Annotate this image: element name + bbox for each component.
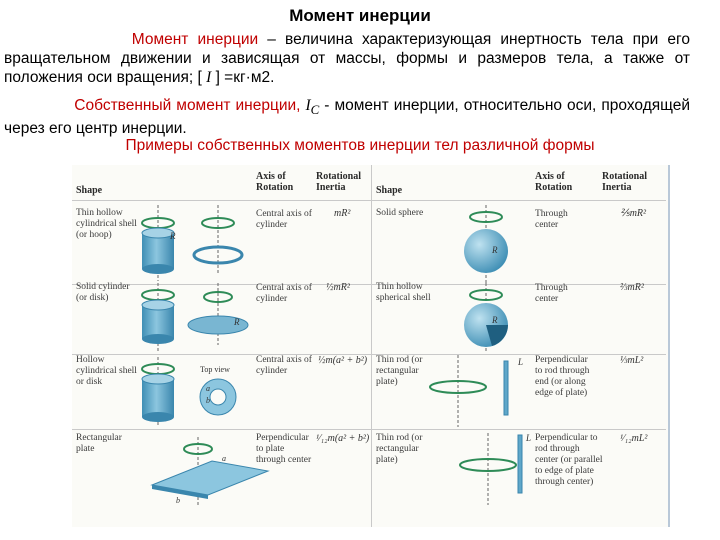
right-row-1-inertia: ⅖mR² [620,208,647,219]
right-row-2-inertia: ⅔mR² [620,282,644,293]
left-row-4-axis: Perpendicular to plate through center [256,433,312,465]
term-moment-of-inertia: Момент инерции [131,31,259,48]
hollow-sphere-figure [464,283,508,353]
right-row-1-axis: Through center [535,209,568,230]
left-row-2-shape: Solid cylinder (or disk) [76,282,130,303]
left-row-3-inertia: ½m(a² + b²) [318,355,368,366]
right-row-2-axis: Through center [535,283,568,304]
right-row-2-shape: Thin hollow spherical shell [376,282,431,303]
hoop-cylinder-figure [142,205,242,281]
shape-figures [72,165,668,527]
right-row-4-shape: Thin rod (or rectangular plate) [376,433,423,465]
rod-center-figure [460,433,531,505]
header-shape-right: Shape [376,185,403,196]
right-row-1-shape: Solid sphere [376,208,424,218]
definition-text: – величина характеризующая инертность тела при его вращательном движении и зависящая от массы, формы и размеров тела, а также от положения оси вращения; [ [4,31,690,86]
svg-text:R: R [234,317,240,327]
symbol-ic: $I_C$ [305,97,320,118]
examples-heading: Примеры собственных моментов инерции тел различной формы [125,137,595,154]
page-title: Момент инерции [289,6,431,25]
label-b: b [206,396,210,405]
own-moment-text: - момент инерции, относительно оси, проходящей через его центр инерции. [4,97,690,138]
header-inertia-right: Rotational Inertia [602,171,647,193]
right-row-4-inertia: ¹⁄₁₂mL² [620,433,648,444]
paragraph-own-moment [4,96,690,138]
svg-text:R: R [492,245,498,255]
label-l: L [518,357,524,367]
left-row-1-shape: Thin hollow cylindrical shell (or hoop) [76,208,137,240]
header-axis-right: Axis of Rotation [535,171,573,193]
left-row-2-inertia: ½mR² [326,282,350,293]
symbol-i: I [206,69,212,86]
label-a: a [206,384,210,393]
right-row-4-axis: Perpendicular to rod through center (or parallel to edge of plate through center) [535,433,603,487]
rectangular-plate-figure [152,437,268,505]
left-row-3-shape: Hollow cylindrical shell or disk [76,355,137,387]
label-r: R [170,231,176,241]
solid-sphere-figure [464,205,508,283]
right-row-3-shape: Thin rod (or rectangular plate) [376,355,423,387]
left-row-1-axis: Central axis of cylinder [256,209,312,230]
hollow-cylinder-figure [142,357,236,427]
inertia-table [72,165,670,527]
left-row-2-axis: Central axis of cylinder [256,283,312,304]
right-row-3-axis: Perpendicular to rod through end (or along edge of plate) [535,355,590,398]
header-shape-left: Shape [76,185,103,196]
term-own-moment: Собственный момент инерции, [74,97,306,114]
svg-text:b: b [176,496,180,505]
svg-text:R: R [492,315,498,325]
header-axis-left: Axis of Rotation [256,171,294,193]
svg-text:a: a [222,454,226,463]
left-row-4-shape: Rectangular plate [76,433,122,454]
left-row-1-inertia: mR² [334,208,351,219]
solid-cylinder-figure [142,283,248,351]
header-inertia-left: Rotational Inertia [316,171,361,193]
left-row-4-inertia: ¹⁄₁₂m(a² + b²) [316,433,370,444]
label-top-view: Top view [200,365,230,374]
paragraph-definition [4,30,690,87]
rod-end-figure [430,355,523,427]
unit-text: ] =кг·м2. [211,69,275,86]
right-row-3-inertia: ⅓mL² [620,355,644,366]
svg-text:L: L [526,433,532,443]
left-row-3-axis: Central axis of cylinder [256,355,312,376]
